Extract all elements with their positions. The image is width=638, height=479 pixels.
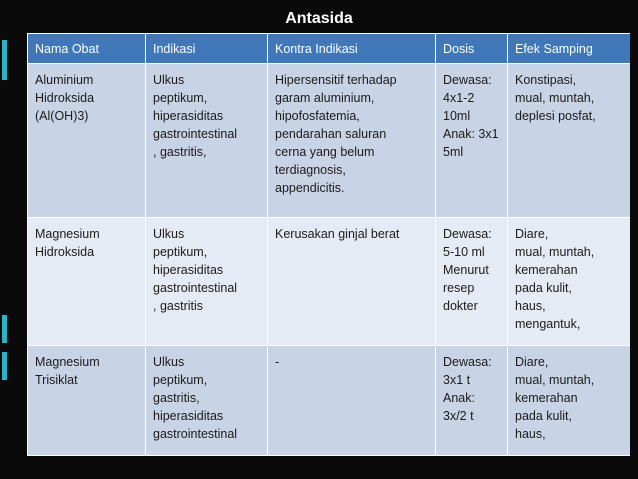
cell-text-line: haus,: [515, 427, 546, 441]
cell-indikasi: [146, 346, 268, 456]
cell-efek-samping: [508, 218, 631, 346]
cell-text-line: terdiagnosis,: [275, 163, 346, 177]
cell-text-line: -: [275, 355, 280, 369]
cell-text-line: , gastritis: [153, 299, 204, 313]
cell-text-line: deplesi posfat,: [515, 109, 596, 123]
cell-text-line: Ulkus: [153, 355, 185, 369]
cell-text-line: Anak: 3x1: [443, 127, 499, 141]
cell-nama-obat: [28, 346, 146, 456]
cell-text-line: peptikum,: [153, 373, 208, 387]
slide-title: Antasida: [285, 10, 353, 27]
cell-text-line: Magnesium: [35, 355, 100, 369]
cell-text-line: kemerahan: [515, 263, 578, 277]
cell-text-line: mengantuk,: [515, 317, 581, 331]
cell-text-line: 5-10 ml: [443, 245, 485, 259]
cell-text-line: Kerusakan ginjal berat: [275, 227, 400, 241]
cell-text-line: 5ml: [443, 145, 464, 159]
cell-text-line: resep: [443, 281, 475, 295]
left-accent-bar: [0, 0, 11, 479]
cell-kontra-indikasi: [268, 218, 436, 346]
cell-nama-obat: [28, 218, 146, 346]
cell-text-line: pada kulit,: [515, 281, 572, 295]
table-row: [28, 218, 631, 346]
cell-text-line: Ulkus: [153, 227, 185, 241]
cell-text-line: Ulkus: [153, 73, 185, 87]
antasida-table: [27, 33, 631, 456]
cell-text-line: gastrointestinal: [153, 427, 238, 441]
header-dosis: Dosis: [436, 34, 508, 64]
cell-text-line: pendarahan saluran: [275, 127, 387, 141]
cell-text-line: Aluminium: [35, 73, 94, 87]
cell-text-line: Dewasa:: [443, 73, 492, 87]
header-indikasi: Indikasi: [146, 34, 268, 64]
cell-text-line: 4x1-2: [443, 91, 475, 105]
cell-text-line: Dewasa:: [443, 227, 492, 241]
cell-text-line: Hidroksida: [35, 245, 95, 259]
cell-text-line: appendicitis.: [275, 181, 345, 195]
cell-text-line: peptikum,: [153, 245, 208, 259]
header-nama-obat: Nama Obat: [28, 34, 146, 64]
cell-text-line: cerna yang belum: [275, 145, 375, 159]
cell-text-line: mual, muntah,: [515, 245, 595, 259]
table-row: [28, 346, 631, 456]
table-body: [28, 64, 631, 456]
cell-text-line: hiperasiditas: [153, 263, 224, 277]
cell-text-line: Hipersensitif terhadap: [275, 73, 397, 87]
cell-nama-obat: [28, 64, 146, 218]
cell-text-line: mual, muntah,: [515, 91, 595, 105]
cell-efek-samping: [508, 64, 631, 218]
cell-text-line: , gastritis,: [153, 145, 207, 159]
cell-indikasi: [146, 64, 268, 218]
cell-text-line: pada kulit,: [515, 409, 572, 423]
cell-text-line: mual, muntah,: [515, 373, 595, 387]
header-efek-samping: Efek Samping: [508, 34, 631, 64]
cell-dosis: [436, 64, 508, 218]
header-kontra-indikasi: Kontra Indikasi: [268, 34, 436, 64]
cell-text-line: kemerahan: [515, 391, 578, 405]
cell-dosis: [436, 346, 508, 456]
cell-text-line: 3x/2 t: [443, 409, 474, 423]
cell-kontra-indikasi: [268, 346, 436, 456]
cell-text-line: Menurut: [443, 263, 489, 277]
cell-text-line: Konstipasi,: [515, 73, 577, 87]
table-header-row: [28, 34, 631, 64]
cell-text-line: hiperasiditas: [153, 109, 224, 123]
cell-text-line: Anak:: [443, 391, 475, 405]
cell-text-line: Magnesium: [35, 227, 100, 241]
cell-text-line: (Al(OH)3): [35, 109, 89, 123]
cell-text-line: Trisiklat: [35, 373, 78, 387]
cell-text-line: Diare,: [515, 227, 549, 241]
cell-text-line: Hidroksida: [35, 91, 95, 105]
cell-text-line: peptikum,: [153, 91, 208, 105]
accent-stripe-mid: [2, 315, 7, 343]
cell-text-line: Dewasa:: [443, 355, 492, 369]
cell-text-line: gastritis,: [153, 391, 200, 405]
cell-text-line: hipofosfatemia,: [275, 109, 360, 123]
right-edge: [630, 0, 638, 479]
cell-text-line: 10ml: [443, 109, 471, 123]
cell-text-line: Diare,: [515, 355, 549, 369]
cell-dosis: [436, 218, 508, 346]
cell-text-line: dokter: [443, 299, 478, 313]
cell-text-line: gastrointestinal: [153, 127, 238, 141]
cell-text-line: 3x1 t: [443, 373, 471, 387]
cell-text-line: hiperasiditas: [153, 409, 224, 423]
cell-text-line: garam aluminium,: [275, 91, 375, 105]
accent-stripe-top: [2, 40, 7, 80]
cell-text-line: gastrointestinal: [153, 281, 238, 295]
cell-kontra-indikasi: [268, 64, 436, 218]
cell-efek-samping: [508, 346, 631, 456]
accent-stripe-lower: [2, 352, 7, 380]
cell-text-line: haus,: [515, 299, 546, 313]
table-row: [28, 64, 631, 218]
cell-indikasi: [146, 218, 268, 346]
